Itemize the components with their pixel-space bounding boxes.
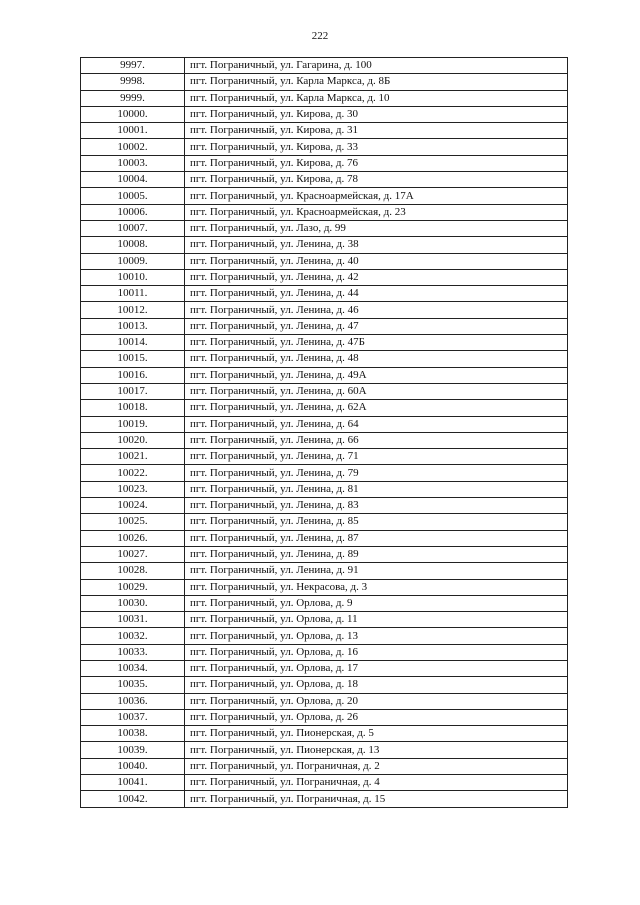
row-number-cell: 10020. [81, 432, 185, 448]
address-cell: пгт. Пограничный, ул. Кирова, д. 33 [185, 139, 568, 155]
table-row [81, 775, 568, 791]
address-cell: пгт. Пограничный, ул. Ленина, д. 46 [185, 302, 568, 318]
table-row [81, 172, 568, 188]
row-number-cell: 10016. [81, 367, 185, 383]
row-number-cell: 10026. [81, 530, 185, 546]
address-cell: пгт. Пограничный, ул. Ленина, д. 47Б [185, 335, 568, 351]
address-cell: пгт. Пограничный, ул. Гагарина, д. 100 [185, 58, 568, 74]
row-number-cell: 9997. [81, 58, 185, 74]
address-cell: пгт. Пограничный, ул. Пограничная, д. 4 [185, 775, 568, 791]
address-cell: пгт. Пограничный, ул. Ленина, д. 66 [185, 432, 568, 448]
address-cell: пгт. Пограничный, ул. Ленина, д. 44 [185, 286, 568, 302]
table-row [81, 481, 568, 497]
table-row [81, 791, 568, 807]
address-cell: пгт. Пограничный, ул. Пионерская, д. 13 [185, 742, 568, 758]
row-number-cell: 10034. [81, 660, 185, 676]
table-row [81, 367, 568, 383]
table-row [81, 758, 568, 774]
table-row [81, 58, 568, 74]
row-number-cell: 10040. [81, 758, 185, 774]
row-number-cell: 10032. [81, 628, 185, 644]
row-number-cell: 10004. [81, 172, 185, 188]
address-cell: пгт. Пограничный, ул. Ленина, д. 83 [185, 498, 568, 514]
row-number-cell: 10039. [81, 742, 185, 758]
table-row [81, 693, 568, 709]
row-number-cell: 10029. [81, 579, 185, 595]
address-cell: пгт. Пограничный, ул. Орлова, д. 18 [185, 677, 568, 693]
row-number-cell: 10015. [81, 351, 185, 367]
address-cell: пгт. Пограничный, ул. Кирова, д. 76 [185, 155, 568, 171]
table-row [81, 237, 568, 253]
table-row [81, 612, 568, 628]
address-cell: пгт. Пограничный, ул. Ленина, д. 42 [185, 269, 568, 285]
row-number-cell: 10013. [81, 318, 185, 334]
row-number-cell: 10008. [81, 237, 185, 253]
table-row [81, 546, 568, 562]
address-cell: пгт. Пограничный, ул. Ленина, д. 38 [185, 237, 568, 253]
row-number-cell: 9999. [81, 90, 185, 106]
table-row [81, 660, 568, 676]
row-number-cell: 9998. [81, 74, 185, 90]
address-cell: пгт. Пограничный, ул. Орлова, д. 26 [185, 709, 568, 725]
address-cell: пгт. Пограничный, ул. Ленина, д. 81 [185, 481, 568, 497]
row-number-cell: 10031. [81, 612, 185, 628]
table-row [81, 351, 568, 367]
row-number-cell: 10033. [81, 644, 185, 660]
row-number-cell: 10017. [81, 383, 185, 399]
row-number-cell: 10041. [81, 775, 185, 791]
table-row [81, 253, 568, 269]
row-number-cell: 10024. [81, 498, 185, 514]
address-cell: пгт. Пограничный, ул. Орлова, д. 11 [185, 612, 568, 628]
row-number-cell: 10012. [81, 302, 185, 318]
table-row [81, 465, 568, 481]
table-row [81, 139, 568, 155]
address-cell: пгт. Пограничный, ул. Карла Маркса, д. 10 [185, 90, 568, 106]
address-cell: пгт. Пограничный, ул. Карла Маркса, д. 8Б [185, 74, 568, 90]
address-cell: пгт. Пограничный, ул. Некрасова, д. 3 [185, 579, 568, 595]
table-row [81, 563, 568, 579]
table-row [81, 432, 568, 448]
row-number-cell: 10021. [81, 449, 185, 465]
address-table [80, 57, 568, 808]
address-cell: пгт. Пограничный, ул. Кирова, д. 31 [185, 123, 568, 139]
address-cell: пгт. Пограничный, ул. Ленина, д. 71 [185, 449, 568, 465]
table-row [81, 709, 568, 725]
table-row [81, 335, 568, 351]
row-number-cell: 10011. [81, 286, 185, 302]
row-number-cell: 10028. [81, 563, 185, 579]
table-row [81, 220, 568, 236]
table-row [81, 188, 568, 204]
table-row [81, 286, 568, 302]
page-number: 222 [311, 30, 329, 42]
address-cell: пгт. Пограничный, ул. Красноармейская, д. 23 [185, 204, 568, 220]
address-cell: пгт. Пограничный, ул. Ленина, д. 48 [185, 351, 568, 367]
row-number-cell: 10030. [81, 595, 185, 611]
address-cell: пгт. Пограничный, ул. Кирова, д. 78 [185, 172, 568, 188]
row-number-cell: 10035. [81, 677, 185, 693]
address-cell: пгт. Пограничный, ул. Лазо, д. 99 [185, 220, 568, 236]
address-cell: пгт. Пограничный, ул. Ленина, д. 64 [185, 416, 568, 432]
table-row [81, 514, 568, 530]
table-row [81, 628, 568, 644]
address-cell: пгт. Пограничный, ул. Ленина, д. 62А [185, 400, 568, 416]
address-cell: пгт. Пограничный, ул. Орлова, д. 9 [185, 595, 568, 611]
row-number-cell: 10038. [81, 726, 185, 742]
table-row [81, 400, 568, 416]
address-cell: пгт. Пограничный, ул. Ленина, д. 40 [185, 253, 568, 269]
address-cell: пгт. Пограничный, ул. Ленина, д. 89 [185, 546, 568, 562]
table-row [81, 416, 568, 432]
row-number-cell: 10006. [81, 204, 185, 220]
table-row [81, 677, 568, 693]
address-cell: пгт. Пограничный, ул. Ленина, д. 49А [185, 367, 568, 383]
address-cell: пгт. Пограничный, ул. Ленина, д. 60А [185, 383, 568, 399]
row-number-cell: 10000. [81, 106, 185, 122]
row-number-cell: 10025. [81, 514, 185, 530]
table-row [81, 579, 568, 595]
row-number-cell: 10027. [81, 546, 185, 562]
row-number-cell: 10007. [81, 220, 185, 236]
row-number-cell: 10036. [81, 693, 185, 709]
table-row [81, 318, 568, 334]
address-cell: пгт. Пограничный, ул. Орлова, д. 16 [185, 644, 568, 660]
table-row [81, 106, 568, 122]
row-number-cell: 10005. [81, 188, 185, 204]
table-row [81, 449, 568, 465]
row-number-cell: 10003. [81, 155, 185, 171]
table-row [81, 269, 568, 285]
row-number-cell: 10042. [81, 791, 185, 807]
row-number-cell: 10002. [81, 139, 185, 155]
address-cell: пгт. Пограничный, ул. Орлова, д. 20 [185, 693, 568, 709]
address-cell: пгт. Пограничный, ул. Пограничная, д. 15 [185, 791, 568, 807]
row-number-cell: 10022. [81, 465, 185, 481]
address-cell: пгт. Пограничный, ул. Ленина, д. 87 [185, 530, 568, 546]
address-cell: пгт. Пограничный, ул. Ленина, д. 91 [185, 563, 568, 579]
table-row [81, 530, 568, 546]
table-row [81, 644, 568, 660]
address-cell: пгт. Пограничный, ул. Орлова, д. 17 [185, 660, 568, 676]
address-cell: пгт. Пограничный, ул. Кирова, д. 30 [185, 106, 568, 122]
row-number-cell: 10023. [81, 481, 185, 497]
address-cell: пгт. Пограничный, ул. Красноармейская, д. 17А [185, 188, 568, 204]
table-row [81, 204, 568, 220]
row-number-cell: 10010. [81, 269, 185, 285]
row-number-cell: 10009. [81, 253, 185, 269]
address-cell: пгт. Пограничный, ул. Орлова, д. 13 [185, 628, 568, 644]
row-number-cell: 10001. [81, 123, 185, 139]
address-table-body [81, 58, 568, 808]
table-row [81, 155, 568, 171]
address-cell: пгт. Пограничный, ул. Ленина, д. 47 [185, 318, 568, 334]
table-row [81, 90, 568, 106]
address-cell: пгт. Пограничный, ул. Пионерская, д. 5 [185, 726, 568, 742]
row-number-cell: 10019. [81, 416, 185, 432]
table-row [81, 498, 568, 514]
table-row [81, 726, 568, 742]
table-row [81, 123, 568, 139]
row-number-cell: 10014. [81, 335, 185, 351]
table-row [81, 74, 568, 90]
table-row [81, 383, 568, 399]
table-row [81, 742, 568, 758]
address-cell: пгт. Пограничный, ул. Пограничная, д. 2 [185, 758, 568, 774]
row-number-cell: 10018. [81, 400, 185, 416]
address-cell: пгт. Пограничный, ул. Ленина, д. 79 [185, 465, 568, 481]
table-row [81, 595, 568, 611]
table-row [81, 302, 568, 318]
row-number-cell: 10037. [81, 709, 185, 725]
address-cell: пгт. Пограничный, ул. Ленина, д. 85 [185, 514, 568, 530]
